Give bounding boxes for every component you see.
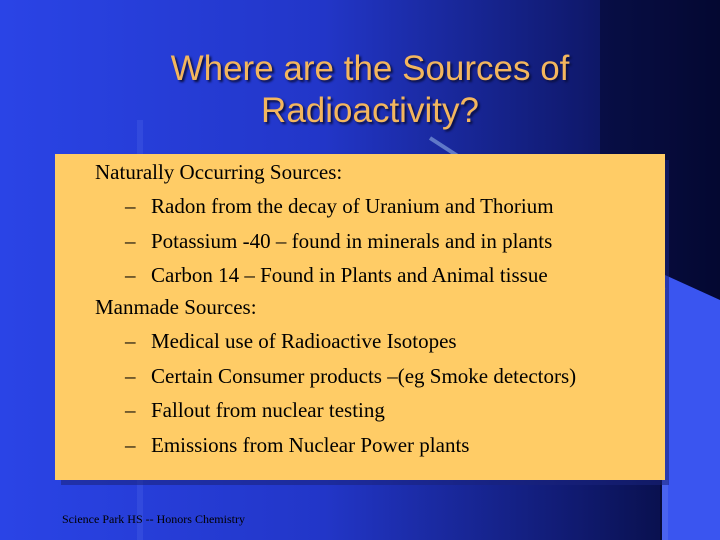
bullet-text: Certain Consumer products –(eg Smoke detectors)	[151, 364, 577, 388]
title-line-1: Where are the Sources of	[170, 49, 570, 88]
dash-marker: –	[125, 263, 136, 287]
bullet-item	[95, 160, 342, 184]
bullet-text: Radon from the decay of Uranium and Thorium	[151, 194, 554, 218]
bullet-text: Medical use of Radioactive Isotopes	[151, 329, 457, 353]
dash-marker: –	[125, 194, 136, 218]
dash-marker: –	[125, 364, 136, 388]
bullet-text: Emissions from Nuclear Power plants	[151, 433, 470, 457]
sub-bullet-item	[125, 398, 385, 422]
dash-marker: –	[125, 229, 136, 253]
sub-bullet-item	[125, 364, 576, 388]
bullet-item	[95, 295, 257, 319]
sub-bullet-item	[125, 263, 548, 287]
bullet-text: Potassium -40 – found in minerals and in plants	[151, 229, 553, 253]
bullet-text: Fallout from nuclear testing	[151, 398, 385, 422]
sub-bullet-item	[125, 433, 469, 457]
bullet-text: Carbon 14 – Found in Plants and Animal tissue	[151, 263, 548, 287]
title-line-2: Radioactivity?	[261, 91, 479, 130]
slide-title	[90, 48, 650, 132]
dash-marker: –	[125, 398, 136, 422]
dash-marker: –	[125, 329, 136, 353]
slide-footer: Science Park HS -- Honors Chemistry	[62, 512, 245, 526]
dash-marker: –	[125, 433, 136, 457]
bullet-text: Naturally Occurring Sources:	[95, 160, 343, 184]
sub-bullet-item	[125, 194, 554, 218]
bullet-text: Manmade Sources:	[95, 295, 257, 319]
blue-wedge-shape	[665, 275, 720, 540]
sub-bullet-item	[125, 329, 457, 353]
sub-bullet-item	[125, 229, 552, 253]
